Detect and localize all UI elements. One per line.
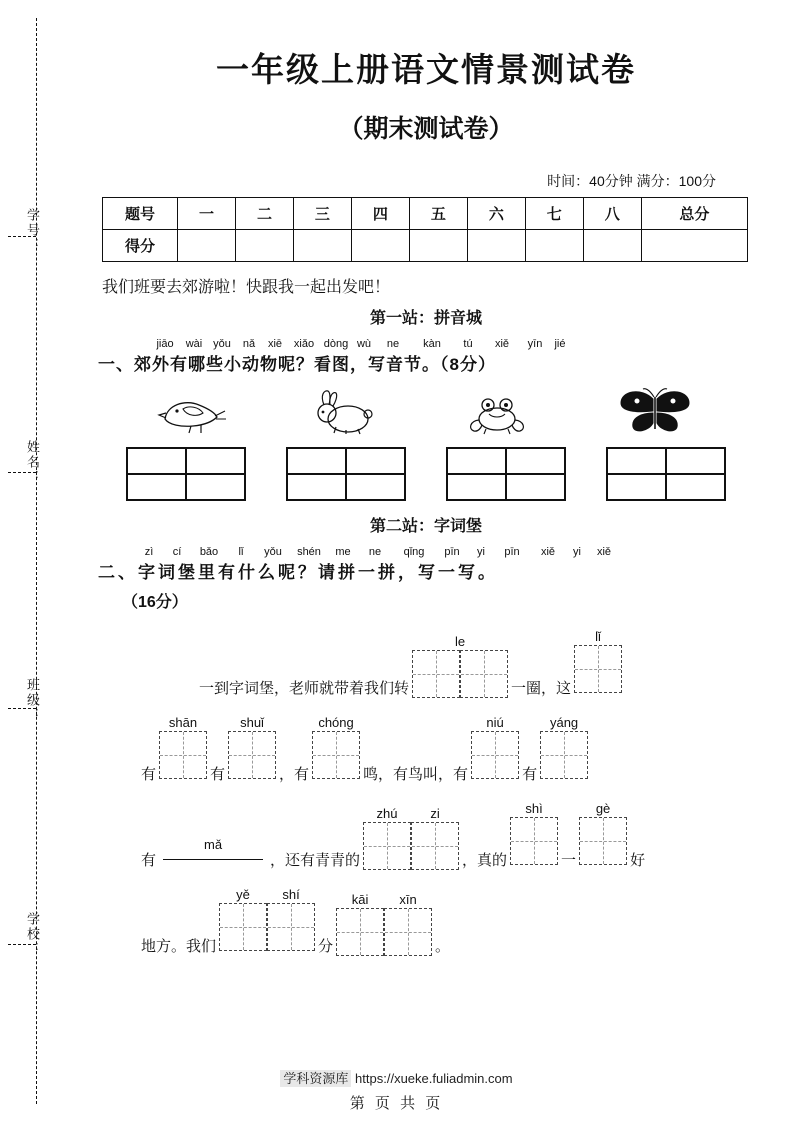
pinyin-shi: shì [525, 801, 543, 816]
score-value-8[interactable] [583, 230, 641, 262]
page-number: 第 页 共 页 [349, 1095, 444, 1112]
score-value-3[interactable] [293, 230, 351, 262]
write-box[interactable] [510, 817, 558, 865]
fill-line-3 [138, 800, 766, 870]
cell-group [207, 746, 228, 784]
pinyin-niu: niú [486, 715, 504, 730]
fill-text: 有 [210, 767, 226, 783]
source-tag: 学科资源库 [280, 1070, 351, 1087]
write-box[interactable] [159, 731, 207, 779]
rail-label-name: 姓名： [25, 440, 40, 485]
intro-text: 我们班要去郊游啦！快跟我一起出发吧！ [102, 279, 391, 296]
source-url: https://xueke.fuliadmin.com [355, 1071, 513, 1086]
pinyin-shi2: shí [282, 887, 300, 902]
tian-zi-ge[interactable] [446, 447, 566, 501]
score-header-1: 一 [178, 198, 236, 230]
fill-text: 有 [141, 767, 157, 783]
cell-group [508, 660, 574, 698]
pinyin-ye: yě [236, 887, 250, 902]
score-header-8: 八 [583, 198, 641, 230]
rail-label-student-id: 学号： [25, 208, 40, 253]
fill-text: ，还有青青的 [270, 853, 361, 869]
score-header-6: 六 [467, 198, 525, 230]
write-box[interactable] [219, 903, 267, 951]
pinyin-chong: chóng [318, 715, 354, 730]
score-value-4[interactable] [351, 230, 409, 262]
score-header-7: 七 [525, 198, 583, 230]
write-box[interactable] [228, 731, 276, 779]
cell-group-ge [579, 800, 627, 870]
tian-zi-ge[interactable] [286, 447, 406, 501]
tian-zi-ge[interactable] [126, 447, 246, 501]
cell-group [432, 918, 453, 956]
question-2-points: （16分） [122, 594, 188, 611]
exam-meta: 时间：40分钟 满分：100分 [547, 173, 716, 189]
write-blank[interactable] [163, 858, 263, 860]
write-box[interactable] [412, 650, 460, 698]
question-2-text: 二、字词堡里有什么呢？请拼一拼，写一写。 [98, 563, 498, 582]
pinyin-yang: yáng [549, 715, 579, 730]
fill-text: ，真的 [462, 853, 508, 869]
cell-group [276, 746, 312, 784]
score-value-2[interactable] [235, 230, 293, 262]
score-value-5[interactable] [409, 230, 467, 262]
fill-text: ，有 [279, 767, 310, 783]
write-box[interactable] [363, 822, 411, 870]
cell-group-ye [219, 886, 267, 956]
write-box[interactable] [460, 650, 508, 698]
score-value-label: 得分 [103, 230, 178, 262]
frog-icon [462, 387, 532, 437]
cell-group [558, 832, 579, 870]
cell-group [315, 918, 336, 956]
cell-group [519, 746, 540, 784]
fill-text: 一 [561, 853, 577, 869]
bird-icon [157, 387, 227, 437]
cell-group-zhuzi [363, 805, 459, 870]
question-1-text: 一、郊外有哪些小动物呢？看图，写音节。（8分） [98, 355, 496, 374]
butterfly-icon [615, 387, 695, 437]
fill-text: 分 [318, 939, 334, 955]
pinyin-shan: shān [168, 715, 198, 730]
pinyin-xin: xīn [399, 892, 417, 907]
fill-text: 鸣，有鸟叫，有 [363, 767, 469, 783]
cell-group-shan [159, 714, 207, 784]
page-content [86, 0, 766, 956]
write-box[interactable] [471, 731, 519, 779]
score-value-1[interactable] [178, 230, 236, 262]
page-subtitle: （期末测试卷） [338, 115, 514, 143]
cell-group-shui [228, 714, 276, 784]
write-box[interactable] [411, 822, 459, 870]
question-2-pinyin: zì cí bǎo lǐ yǒu shén me ne qǐng pīn yi pīn xiě yi xiě [144, 546, 612, 558]
score-header-2: 二 [235, 198, 293, 230]
cell-group-ma [159, 836, 267, 870]
table-row [103, 230, 748, 262]
cell-group-kaixin [336, 891, 432, 956]
fill-text: 有 [141, 853, 157, 869]
pinyin-li: lǐ [595, 629, 601, 644]
score-table [102, 197, 748, 262]
score-header-label: 题号 [103, 198, 178, 230]
score-value-total[interactable] [641, 230, 747, 262]
cell-group-shi [510, 800, 558, 870]
station-1-title: 第一站：拼音城 [369, 310, 482, 327]
write-box[interactable] [574, 645, 622, 693]
station-2-title: 第二站：字词堡 [369, 518, 482, 535]
fill-line-4 [138, 886, 766, 956]
animal-pictures [86, 383, 766, 437]
write-box[interactable] [336, 908, 384, 956]
score-header-3: 三 [293, 198, 351, 230]
cell-group-shi2 [267, 886, 315, 956]
score-value-6[interactable] [467, 230, 525, 262]
tian-zi-ge[interactable] [606, 447, 726, 501]
answer-grid-row-1 [86, 447, 766, 501]
write-box[interactable] [579, 817, 627, 865]
cell-group-le [412, 633, 508, 698]
write-box[interactable] [540, 731, 588, 779]
question-1-pinyin: jiāo wài yǒu nǎ xiē xiǎo dòng wù ne kàn tú xiě yīn jié [156, 338, 566, 350]
fill-text: 一到字词堡，老师就带着我们转 [199, 681, 410, 697]
score-header-total: 总分 [641, 198, 747, 230]
score-header-4: 四 [351, 198, 409, 230]
write-box[interactable] [312, 731, 360, 779]
pinyin-ge: gè [595, 801, 611, 816]
cell-group [196, 660, 412, 698]
pinyin-shui: shuǐ [240, 715, 264, 730]
score-header-5: 五 [409, 198, 467, 230]
cell-group [138, 832, 159, 870]
cell-group [627, 832, 648, 870]
write-box[interactable] [384, 908, 432, 956]
fill-line-1 [196, 628, 766, 698]
source-watermark [0, 1068, 793, 1087]
cell-group [459, 832, 510, 870]
pinyin-ma: mǎ [203, 837, 223, 852]
fill-text: 。 [435, 939, 451, 955]
cell-group [138, 918, 219, 956]
cell-group [267, 832, 363, 870]
pinyin-zhu: zhú [376, 806, 398, 821]
rail-label-class: 班级： [25, 678, 40, 723]
cell-group [360, 746, 471, 784]
rabbit-icon [310, 387, 380, 437]
pinyin-kai: kāi [351, 892, 369, 907]
fill-text: 好 [630, 853, 646, 869]
fill-line-2 [138, 714, 766, 784]
table-row [103, 198, 748, 230]
page-title: 一年级上册语文情景测试卷 [216, 51, 636, 88]
question-2 [98, 546, 766, 612]
cell-group-yang [540, 714, 588, 784]
pinyin-le: le [454, 634, 466, 649]
fill-text: 一圈，这 [511, 681, 572, 697]
cell-group-niu [471, 714, 519, 784]
cell-group-chong [312, 714, 360, 784]
cell-group-li [574, 628, 622, 698]
score-value-7[interactable] [525, 230, 583, 262]
cell-group [138, 746, 159, 784]
write-box[interactable] [267, 903, 315, 951]
rail-label-school: 学校： [25, 912, 40, 957]
fill-text: 地方。我们 [141, 939, 217, 955]
fill-text: 有 [522, 767, 538, 783]
pinyin-zi: zi [430, 806, 440, 821]
question-1 [98, 338, 766, 375]
